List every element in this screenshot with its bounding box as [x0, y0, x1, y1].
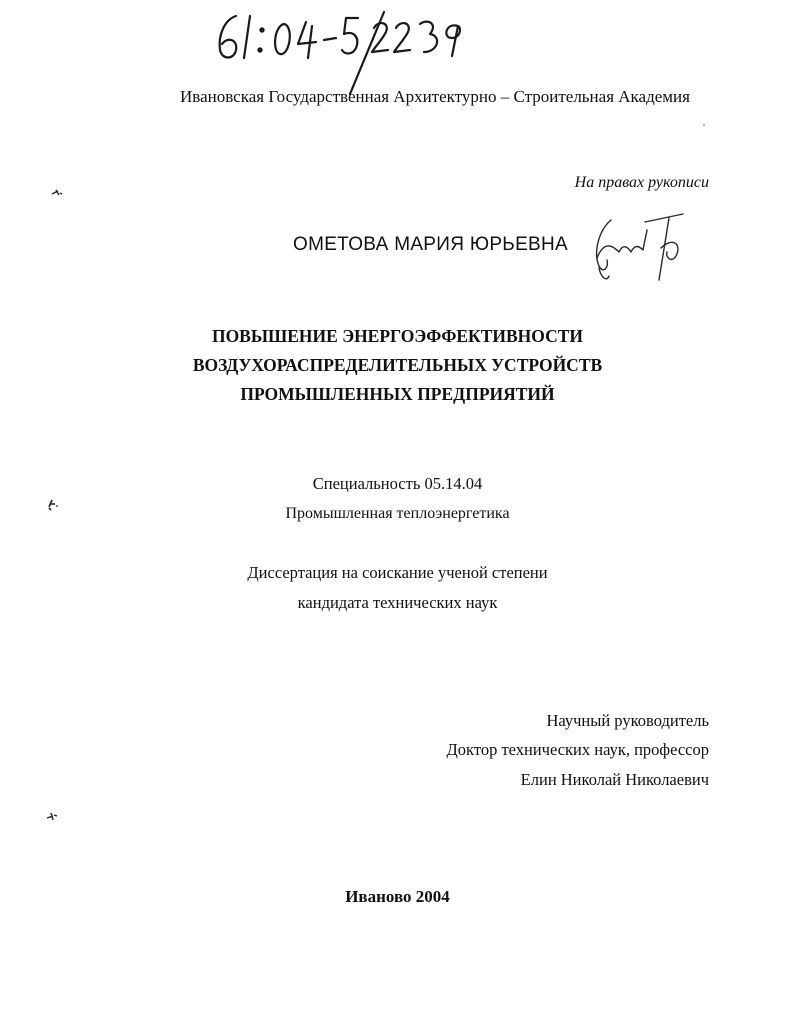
- title-line-3: ПРОМЫШЛЕННЫХ ПРЕДПРИЯТИЙ: [240, 384, 555, 404]
- supervisor-label: Научный руководитель: [546, 711, 709, 730]
- specialty-code: Специальность 05.14.04: [312, 474, 483, 493]
- handwritten-archive-code: [206, 6, 476, 96]
- degree-statement-line-1: Диссертация на соискание ученой степени: [247, 563, 548, 582]
- scan-dot: [703, 124, 705, 126]
- author-signature: [585, 208, 685, 288]
- degree-statement-line-2: кандидата технических наук: [297, 593, 498, 612]
- supervisor-degree: Доктор технических наук, профессор: [446, 740, 709, 759]
- specialty-field: Промышленная теплоэнергетика: [285, 505, 510, 522]
- author-name: ОМЕТОВА МАРИЯ ЮРЬЕВНА: [293, 234, 569, 255]
- dissertation-title: [0, 322, 795, 409]
- institution-name: Ивановская Государственная Архитектурно – Строительная Академия: [180, 87, 690, 106]
- supervisor-name: Елин Николай Николаевич: [520, 770, 709, 789]
- scan-speck: [45, 810, 59, 824]
- scan-speck: [50, 186, 64, 200]
- manuscript-rights-note: На правах рукописи: [574, 174, 709, 191]
- title-line-1: ПОВЫШЕНИЕ ЭНЕРГОЭФФЕКТИВНОСТИ: [211, 326, 584, 346]
- scan-speck: [46, 498, 60, 512]
- title-line-2: ВОЗДУХОРАСПРЕДЕЛИТЕЛЬНЫХ УСТРОЙСТВ: [192, 355, 603, 375]
- place-and-year: Иваново 2004: [345, 887, 450, 906]
